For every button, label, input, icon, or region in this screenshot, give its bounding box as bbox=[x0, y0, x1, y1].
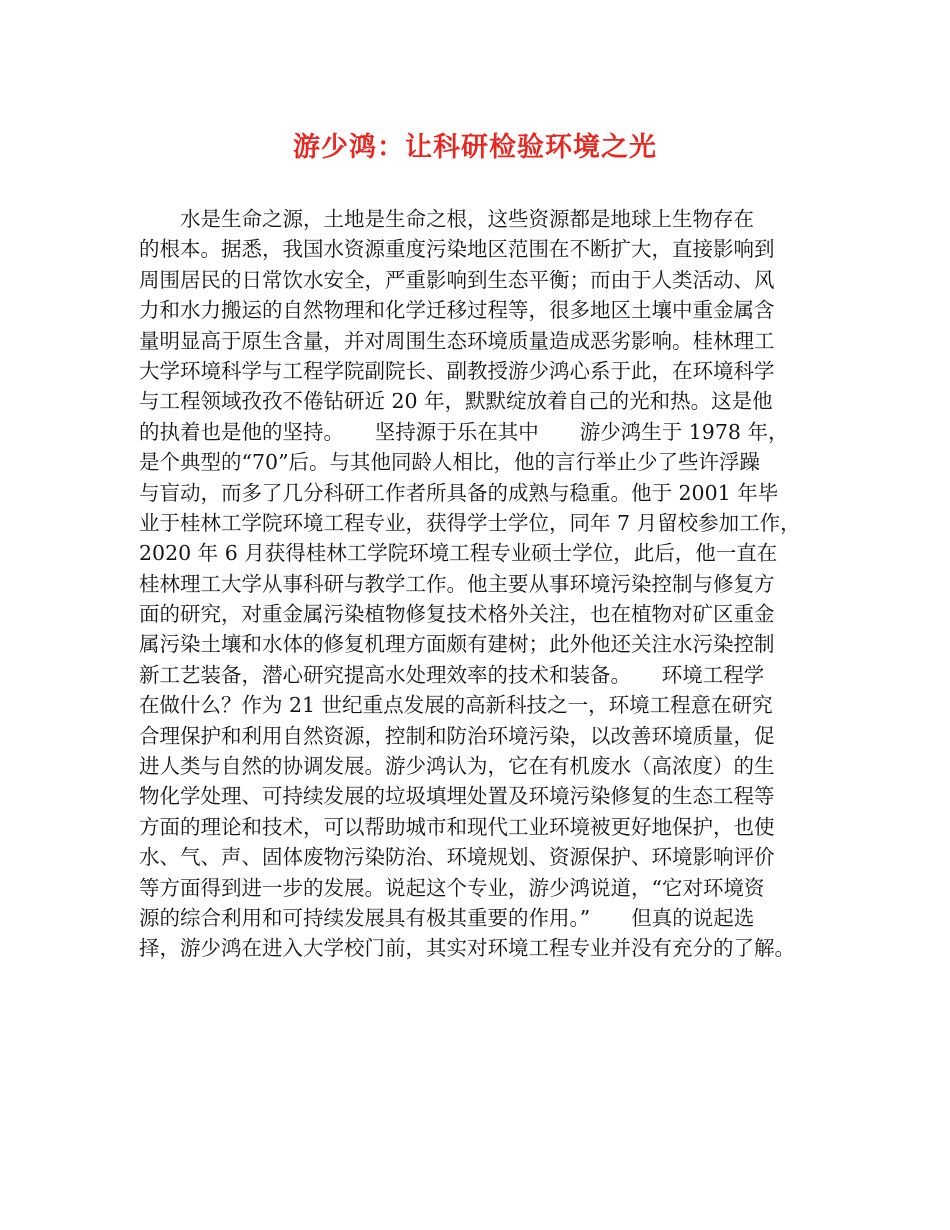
body-line: 等方面得到进一步的发展。说起这个专业，游少鸿说道，“它对环境资 bbox=[139, 875, 765, 900]
body-line: 业于桂林工学院环境工程专业，获得学士学位，同年 7 月留校参加工作， bbox=[139, 510, 801, 535]
body-line: 与工程领域孜孜不倦钻研近 20 年，默默绽放着自己的光和热。这是他 bbox=[139, 389, 773, 414]
body-line: 新工艺装备，潜心研究提高水处理效率的技术和装备。 环境工程学 bbox=[139, 662, 765, 687]
body-line: 属污染土壤和水体的修复机理方面颇有建树；此外他还关注水污染控制 bbox=[139, 632, 775, 657]
body-line: 是个典型的“70”后。与其他同龄人相比，他的言行举止少了些许浮躁 bbox=[139, 450, 761, 475]
body-line: 方面的理论和技术，可以帮助城市和现代工业环境被更好地保护，也使 bbox=[139, 814, 775, 839]
body-line: 源的综合利用和可持续发展具有极其重要的作用。” 但真的说起选 bbox=[139, 905, 755, 930]
body-line: 力和水力搬运的自然物理和化学迁移过程等，很多地区土壤中重金属含 bbox=[139, 298, 775, 323]
body-line: 周围居民的日常饮水安全，严重影响到生态平衡；而由于人类活动、风 bbox=[139, 267, 775, 292]
body-line: 合理保护和利用自然资源，控制和防治环境污染，以改善环境质量，促 bbox=[139, 723, 775, 748]
body-line: 的根本。据悉，我国水资源重度污染地区范围在不断扩大，直接影响到 bbox=[139, 237, 775, 262]
body-line: 与盲动，而多了几分科研工作者所具备的成熟与稳重。他于 2001 年毕 bbox=[139, 480, 779, 505]
body-line: 桂林理工大学从事科研与教学工作。他主要从事环境污染控制与修复方 bbox=[139, 571, 775, 596]
body-line: 的执着也是他的坚持。 坚持源于乐在其中 游少鸿生于 1978 年， bbox=[139, 419, 789, 444]
body-line: 面的研究，对重金属污染植物修复技术格外关注，也在植物对矿区重金 bbox=[139, 602, 775, 627]
article-body bbox=[139, 204, 829, 964]
body-line: 水、气、声、固体废物污染防治、环境规划、资源保护、环境影响评价 bbox=[139, 845, 775, 870]
body-line: 物化学处理、可持续发展的垃圾填埋处置及环境污染修复的生态工程等 bbox=[139, 784, 775, 809]
body-line: 量明显高于原生含量，并对周围生态环境质量造成恶劣影响。桂林理工 bbox=[139, 328, 775, 353]
body-line: 进人类与自然的协调发展。游少鸿认为，它在有机废水（高浓度）的生 bbox=[139, 754, 775, 779]
body-line: 2020 年 6 月获得桂林工学院环境工程专业硕士学位，此后，他一直在 bbox=[139, 541, 778, 566]
body-line: 择，游少鸿在进入大学校门前，其实对环境工程专业并没有充分的了解。 bbox=[139, 936, 795, 961]
article-title: 游少鸿：让科研检验环境之光 bbox=[293, 132, 657, 163]
body-line: 水是生命之源，土地是生命之根，这些资源都是地球上生物存在 bbox=[139, 207, 754, 231]
body-line: 在做什么？作为 21 世纪重点发展的高新科技之一，环境工程意在研究 bbox=[139, 693, 773, 718]
body-line: 大学环境科学与工程学院副院长、副教授游少鸿心系于此，在环境科学 bbox=[139, 358, 775, 383]
